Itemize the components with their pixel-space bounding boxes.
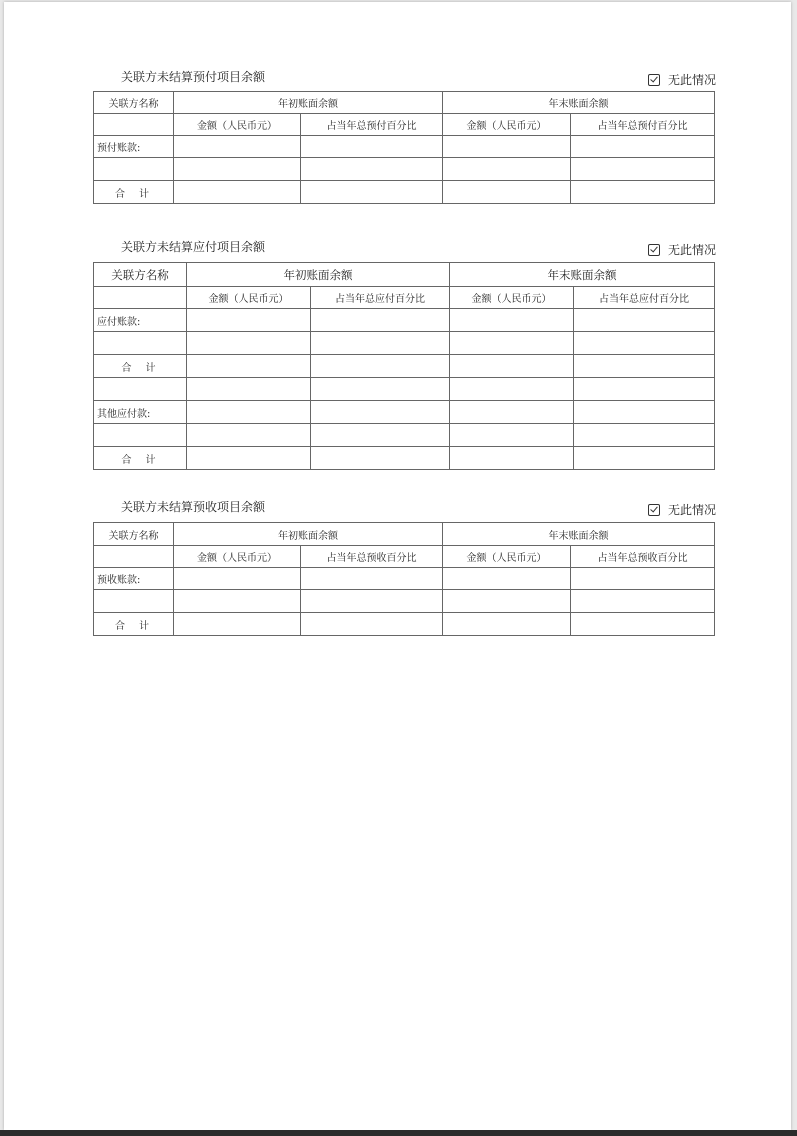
table-cell <box>574 424 715 447</box>
amount-header: 金额（人民币元） <box>174 546 301 568</box>
receipt-table <box>93 522 715 636</box>
table-cell <box>443 613 571 636</box>
percent-header: 占当年总应付百分比 <box>311 287 450 309</box>
table-cell <box>571 181 715 204</box>
table-cell <box>574 309 715 332</box>
payable-section <box>93 238 714 473</box>
table-cell <box>174 136 301 158</box>
percent-header: 占当年总预收百分比 <box>301 546 443 568</box>
table-cell <box>174 590 301 613</box>
row-label-total: 合计 <box>94 181 174 204</box>
checkbox-checked-icon[interactable] <box>648 74 660 86</box>
table-cell <box>450 309 574 332</box>
receipt-title: 关联方未结算预收项目余额 <box>121 500 266 514</box>
table-cell <box>174 158 301 181</box>
table-cell <box>443 158 571 181</box>
none-label: 无此情况 <box>667 73 716 87</box>
prepay-section <box>93 68 714 218</box>
document-page <box>4 2 791 1130</box>
end-balance-header: 年末账面余额 <box>443 523 715 546</box>
receipt-none-option[interactable] <box>648 501 716 518</box>
table-cell <box>574 378 715 401</box>
table-cell <box>450 424 574 447</box>
amount-header: 金额（人民币元） <box>187 287 311 309</box>
table-cell <box>574 401 715 424</box>
empty-cell <box>94 546 174 568</box>
table-cell <box>311 378 450 401</box>
checkbox-checked-icon[interactable] <box>648 244 660 256</box>
table-cell <box>574 332 715 355</box>
table-cell <box>443 568 571 590</box>
table-cell <box>301 136 443 158</box>
row-label-total: 合计 <box>94 613 174 636</box>
table-cell <box>187 378 311 401</box>
table-cell <box>311 401 450 424</box>
empty-cell <box>94 287 187 309</box>
table-cell <box>94 424 187 447</box>
table-cell <box>311 355 450 378</box>
payable-none-option[interactable] <box>648 241 716 258</box>
table-cell <box>301 158 443 181</box>
table-cell <box>94 332 187 355</box>
row-label-total: 合计 <box>94 447 187 470</box>
begin-balance-header: 年初账面余额 <box>174 92 443 114</box>
table-cell <box>571 568 715 590</box>
scan-bottom-edge <box>0 1130 797 1136</box>
table-cell <box>443 136 571 158</box>
table-cell <box>450 378 574 401</box>
table-cell <box>174 568 301 590</box>
table-cell <box>301 590 443 613</box>
table-cell <box>94 590 174 613</box>
end-balance-header: 年末账面余额 <box>450 263 715 287</box>
table-cell <box>450 401 574 424</box>
table-cell <box>187 309 311 332</box>
empty-cell <box>94 114 174 136</box>
table-cell <box>571 613 715 636</box>
none-label: 无此情况 <box>667 243 716 257</box>
table-cell <box>174 181 301 204</box>
row-label-advance-receipts: 预收账款: <box>94 568 174 590</box>
prepay-table <box>93 91 715 204</box>
percent-header: 占当年总应付百分比 <box>574 287 715 309</box>
table-cell <box>187 332 311 355</box>
table-cell <box>450 355 574 378</box>
percent-header: 占当年总预收百分比 <box>571 546 715 568</box>
table-cell <box>450 447 574 470</box>
col-related-party: 关联方名称 <box>94 523 174 546</box>
table-cell <box>301 613 443 636</box>
prepay-none-option[interactable] <box>648 71 716 88</box>
table-cell <box>574 355 715 378</box>
table-cell <box>187 355 311 378</box>
payable-table <box>93 262 715 470</box>
row-label-total: 合计 <box>94 355 187 378</box>
table-cell <box>443 590 571 613</box>
amount-header: 金额（人民币元） <box>450 287 574 309</box>
percent-header: 占当年总预付百分比 <box>571 114 715 136</box>
row-label-prepaid-accounts: 预付账款: <box>94 136 174 158</box>
table-cell <box>94 158 174 181</box>
row-label-other-payables: 其他应付款: <box>94 401 187 424</box>
table-cell <box>574 447 715 470</box>
end-balance-header: 年末账面余额 <box>443 92 715 114</box>
row-label-payable-accounts: 应付账款: <box>94 309 187 332</box>
table-cell <box>187 424 311 447</box>
percent-header: 占当年总预付百分比 <box>301 114 443 136</box>
table-cell <box>301 181 443 204</box>
begin-balance-header: 年初账面余额 <box>174 523 443 546</box>
table-cell <box>311 309 450 332</box>
table-cell <box>301 568 443 590</box>
table-cell <box>174 613 301 636</box>
col-related-party: 关联方名称 <box>94 92 174 114</box>
table-cell <box>311 447 450 470</box>
table-cell <box>311 332 450 355</box>
none-label: 无此情况 <box>667 503 716 517</box>
table-cell <box>443 181 571 204</box>
table-cell <box>187 401 311 424</box>
receipt-section <box>93 498 714 638</box>
table-cell <box>571 136 715 158</box>
begin-balance-header: 年初账面余额 <box>187 263 450 287</box>
amount-header: 金额（人民币元） <box>174 114 301 136</box>
checkbox-checked-icon[interactable] <box>648 504 660 516</box>
col-related-party: 关联方名称 <box>94 263 187 287</box>
amount-header: 金额（人民币元） <box>443 114 571 136</box>
prepay-title: 关联方未结算预付项目余额 <box>121 70 266 84</box>
table-cell <box>311 424 450 447</box>
table-cell <box>571 590 715 613</box>
table-cell <box>94 378 187 401</box>
table-cell <box>450 332 574 355</box>
table-cell <box>571 158 715 181</box>
payable-title: 关联方未结算应付项目余额 <box>121 240 266 254</box>
table-cell <box>187 447 311 470</box>
amount-header: 金额（人民币元） <box>443 546 571 568</box>
